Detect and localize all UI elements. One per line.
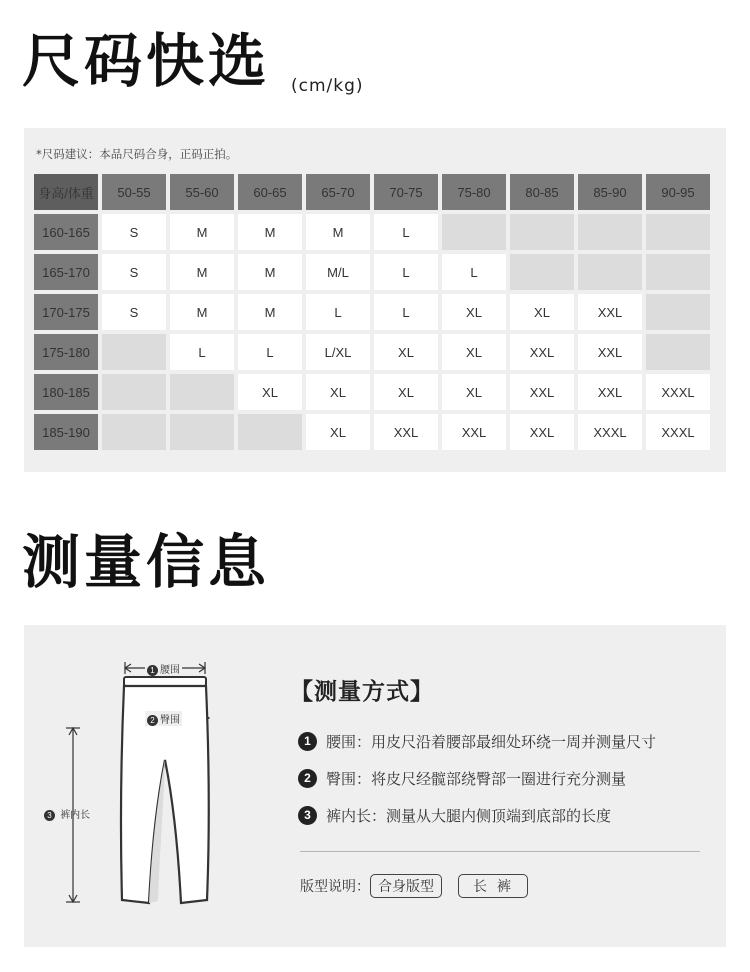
- weight-header: 50-55: [102, 174, 166, 210]
- fit-row: [300, 874, 528, 898]
- size-cell: XL: [510, 294, 574, 330]
- number-badge: 2: [298, 769, 317, 788]
- empty-cell: [102, 374, 166, 410]
- empty-cell: [646, 254, 710, 290]
- table-row: [34, 294, 710, 330]
- size-cell: M/L: [306, 254, 370, 290]
- number-badge: 1: [298, 732, 317, 751]
- height-header: 185-190: [34, 414, 98, 450]
- empty-cell: [170, 374, 234, 410]
- number-badge: 3: [298, 806, 317, 825]
- height-header: 170-175: [34, 294, 98, 330]
- size-cell: L: [170, 334, 234, 370]
- size-cell: S: [102, 254, 166, 290]
- measure-item-hip: 2 臀围：将皮尺经髋部绕臀部一圈进行充分测量: [298, 768, 626, 789]
- empty-cell: [102, 414, 166, 450]
- hip-num-badge: 2: [147, 715, 158, 726]
- size-cell: M: [306, 214, 370, 250]
- size-cell: XXXL: [646, 414, 710, 450]
- size-cell: XXL: [510, 334, 574, 370]
- weight-header: 65-70: [306, 174, 370, 210]
- size-cell: L: [374, 294, 438, 330]
- height-header: 160-165: [34, 214, 98, 250]
- size-table: [30, 170, 714, 454]
- method-title: 【测量方式】: [290, 679, 434, 705]
- size-cell: M: [170, 214, 234, 250]
- fit-tag-long-pants: 长裤: [458, 874, 528, 898]
- empty-cell: [646, 214, 710, 250]
- size-cell: XXL: [510, 374, 574, 410]
- weight-header: 70-75: [374, 174, 438, 210]
- size-chart-panel: [24, 128, 726, 472]
- waist-label: 1 腰围: [145, 661, 182, 676]
- measure-section-title: 测量信息: [22, 528, 271, 596]
- empty-cell: [578, 214, 642, 250]
- size-cell: S: [102, 214, 166, 250]
- size-cell: XL: [374, 334, 438, 370]
- size-cell: L: [374, 214, 438, 250]
- height-header: 165-170: [34, 254, 98, 290]
- weight-header: 90-95: [646, 174, 710, 210]
- empty-cell: [510, 254, 574, 290]
- size-cell: S: [102, 294, 166, 330]
- size-cell: XL: [442, 334, 506, 370]
- weight-header: 85-90: [578, 174, 642, 210]
- size-cell: L/XL: [306, 334, 370, 370]
- inseam-num-badge: 3: [44, 810, 55, 821]
- fit-label: 版型说明：: [300, 879, 370, 895]
- weight-header: 60-65: [238, 174, 302, 210]
- empty-cell: [170, 414, 234, 450]
- unit-label: (cm/kg): [291, 76, 364, 96]
- size-cell: XXL: [578, 374, 642, 410]
- size-cell: XXL: [578, 334, 642, 370]
- empty-cell: [578, 254, 642, 290]
- empty-cell: [646, 334, 710, 370]
- size-cell: XL: [306, 414, 370, 450]
- size-cell: M: [238, 294, 302, 330]
- inseam-label: 3 裤内长: [44, 806, 90, 821]
- size-cell: XL: [442, 374, 506, 410]
- size-cell: XXXL: [646, 374, 710, 410]
- table-row: [34, 214, 710, 250]
- table-row: [34, 374, 710, 410]
- size-cell: XL: [306, 374, 370, 410]
- size-cell: L: [306, 294, 370, 330]
- size-cell: M: [238, 254, 302, 290]
- size-cell: XXXL: [578, 414, 642, 450]
- size-cell: XXL: [578, 294, 642, 330]
- size-note: *尺码建议：本品尺码合身，正码正拍。: [36, 147, 238, 161]
- measure-panel: [24, 625, 726, 947]
- waist-num-badge: 1: [147, 665, 158, 676]
- measure-item-waist: 1 腰围：用皮尺沿着腰部最细处环绕一周并测量尺寸: [298, 731, 656, 752]
- empty-cell: [238, 414, 302, 450]
- table-row: [34, 414, 710, 450]
- weight-header: 80-85: [510, 174, 574, 210]
- fit-tag-regular: 合身版型: [370, 874, 442, 898]
- size-cell: L: [238, 334, 302, 370]
- size-cell: L: [442, 254, 506, 290]
- weight-header: 55-60: [170, 174, 234, 210]
- size-cell: M: [170, 294, 234, 330]
- size-cell: XXL: [374, 414, 438, 450]
- size-cell: XXL: [442, 414, 506, 450]
- hip-label: 2 臀围: [145, 711, 182, 726]
- divider: [300, 851, 700, 852]
- size-table-header: [34, 174, 710, 210]
- height-header: 180-185: [34, 374, 98, 410]
- table-row: [34, 254, 710, 290]
- size-cell: L: [374, 254, 438, 290]
- empty-cell: [510, 214, 574, 250]
- size-section-title: 尺码快选: [22, 27, 271, 95]
- measure-item-inseam: 3 裤内长：测量从大腿内侧顶端到底部的长度: [298, 805, 611, 826]
- size-cell: XL: [442, 294, 506, 330]
- height-header: 175-180: [34, 334, 98, 370]
- empty-cell: [102, 334, 166, 370]
- size-cell: XXL: [510, 414, 574, 450]
- size-cell: M: [238, 214, 302, 250]
- table-row: [34, 334, 710, 370]
- empty-cell: [646, 294, 710, 330]
- weight-header: 75-80: [442, 174, 506, 210]
- size-cell: XL: [374, 374, 438, 410]
- size-cell: XL: [238, 374, 302, 410]
- size-cell: M: [170, 254, 234, 290]
- empty-cell: [442, 214, 506, 250]
- waistband: [124, 677, 206, 686]
- corner-header: 身高/体重: [34, 174, 98, 210]
